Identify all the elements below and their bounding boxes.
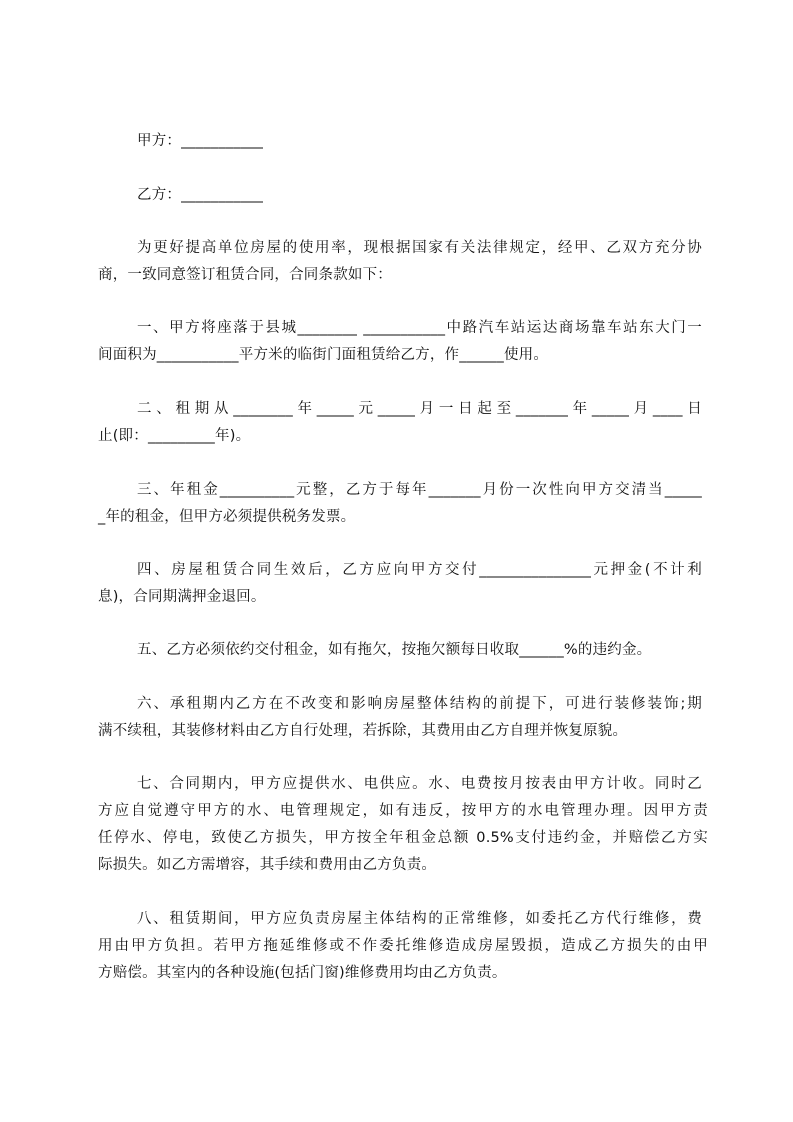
clause-7-line-2: 方应自觉遵守甲方的水、电管理规定，如有违反，按甲方的水电管理办理。因甲方责: [98, 803, 708, 819]
clause-3-line-1: 三、年租金__________元整，乙方于每年_______月份一次性向甲方交清当_____: [137, 482, 702, 498]
clause-6-line-1: 六、承租期内乙方在不改变和影响房屋整体结构的前提下，可进行装修装饰;期: [137, 696, 702, 712]
clause-4-line-1: 四、房屋租赁合同生效后，乙方应向甲方交付_______________元押金(不计利: [137, 562, 702, 578]
clause-8-line-1: 八、租赁期间，甲方应负责房屋主体结构的正常维修，如委托乙方代行维修，费: [137, 911, 702, 927]
clause-7-line-1: 七、合同期内，甲方应提供水、电供应。水、电费按月按表由甲方计收。同时乙: [137, 776, 702, 792]
clause-6-line-2: 满不续租，其装修材料由乙方自行处理，若拆除，其费用由乙方自理并恢复原貌。: [98, 723, 628, 739]
clause-2-line-2: 止(即：_________年)。: [98, 428, 251, 444]
clause-2-line-1: 二、租期从________年_____元_____月一日起至_______年_____月____日: [137, 401, 702, 417]
clause-8-line-2: 用由甲方负担。若甲方拖延维修或不作委托维修造成房屋毁损，造成乙方损失的由甲: [98, 938, 708, 954]
clause-5-line-1: 五、乙方必须依约交付租金，如有拖欠，按拖欠额每日收取______%的违约金。: [137, 642, 652, 658]
clause-3-line-2: _年的租金，但甲方必须提供税务发票。: [98, 509, 356, 525]
party-b-line: 乙方：___________: [137, 187, 264, 203]
party-a-line: 甲方：___________: [137, 133, 264, 149]
intro-line-2: 商，一致同意签订租赁合同，合同条款如下：: [98, 267, 392, 283]
clause-4-line-2: 息)，合同期满押金退回。: [98, 589, 266, 605]
clause-7-line-4: 际损失。如乙方需增容，其手续和费用由乙方负责。: [98, 857, 437, 873]
clause-7-line-3: 任停水、停电，致使乙方损失，甲方按全年租金总额 0.5%支付违约金，并赔偿乙方实: [98, 830, 708, 846]
clause-1-line-2: 间面积为___________平方米的临街门面租赁给乙方，作______使用。: [98, 347, 549, 363]
clause-1-line-1: 一、甲方将座落于县城________ ___________中路汽车站运达商场靠车站东大门一: [137, 320, 702, 336]
clause-8-line-3: 方赔偿。其室内的各种设施(包括门窗)维修费用均由乙方负责。: [98, 965, 507, 981]
intro-line-1: 为更好提高单位房屋的使用率，现根据国家有关法律规定，经甲、乙双方充分协: [137, 240, 702, 256]
